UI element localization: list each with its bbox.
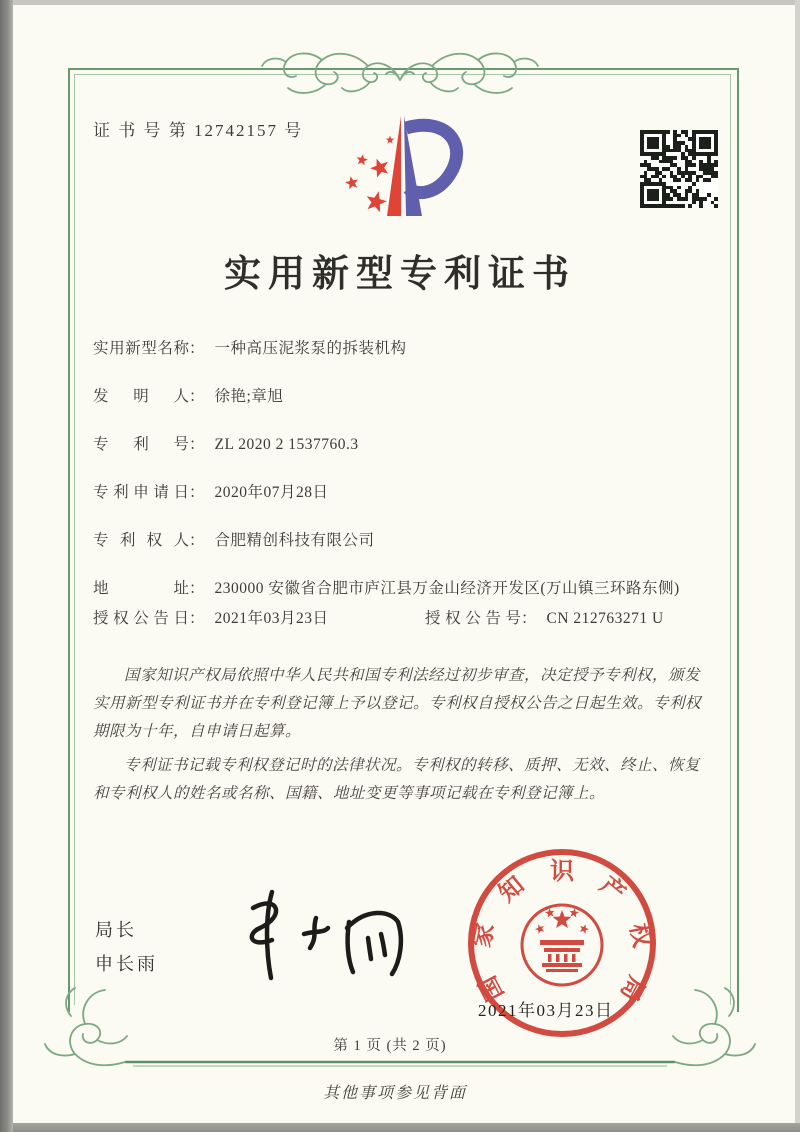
field-list (93, 338, 733, 630)
field-colon: ： (521, 610, 537, 627)
svg-text:产: 产 (594, 872, 630, 908)
legal-paragraph-1: 国家知识产权局依照中华人民共和国专利法经过初步审查，决定授予专利权，颁发实用新型专利证书并在专利登记簿上予以登记。专利权自授权公告之日起生效。专利权期限为十年，自申请日起算。 (93, 667, 702, 740)
field-colon: ： (189, 436, 205, 453)
grant-no-value: CN 212763271 U (546, 610, 664, 627)
field-colon: ： (189, 532, 205, 549)
grant-group (93, 608, 664, 630)
field-label: 授 权 公 告 日 (93, 610, 189, 627)
signer-name: 申长雨 (95, 954, 158, 974)
field-row-name (93, 338, 733, 360)
certificate-number: 证 书 号 第 12742157 号 (93, 121, 304, 140)
legal-paragraph-2: 专利证书记载专利权登记时的法律状况。专利权的转移、质押、无效、终止、恢复和专利权人的姓名或名称、国籍、地址变更等事项记载在专利登记簿上。 (93, 757, 701, 802)
field-colon: ： (189, 484, 205, 501)
field-label: 专 利 号 (93, 436, 189, 453)
field-label: 授 权 公 告 号 (425, 610, 521, 627)
field-value: 230000 安徽省合肥市庐江县万金山经济开发区(万山镇三环路东侧) (214, 580, 680, 597)
field-colon: ： (189, 610, 205, 627)
grant-date-group (93, 608, 425, 630)
grant-no-group (425, 608, 664, 630)
field-colon: ： (189, 580, 205, 597)
grant-date-value: 2021年03月23日 (214, 610, 329, 627)
svg-text:国: 国 (475, 971, 510, 1005)
field-value: 合肥精创科技有限公司 (214, 532, 375, 549)
field-value: 一种高压泥浆泵的拆装机构 (214, 340, 407, 357)
svg-text:局: 局 (614, 971, 649, 1005)
field-value: 徐艳;章旭 (214, 388, 284, 405)
seal-date: 2021年03月23日 (478, 1001, 614, 1020)
cnipa-logo-icon (342, 110, 467, 222)
director-signature-icon (220, 882, 415, 987)
field-row-grant (93, 608, 733, 630)
field-row-inventor (93, 386, 733, 408)
scan-edge-left (0, 0, 13, 1132)
svg-text:家: 家 (469, 921, 500, 950)
field-row-address (93, 578, 733, 600)
field-row-filing-date (93, 482, 733, 504)
bottom-ornament-rule (25, 980, 775, 1080)
svg-text:知: 知 (494, 872, 530, 908)
field-label: 发 明 人 (93, 388, 189, 405)
field-row-patent-no (93, 434, 733, 456)
svg-text:识: 识 (550, 859, 574, 885)
svg-text:权: 权 (624, 921, 655, 950)
field-label: 专 利 权 人 (93, 532, 189, 549)
signer-title: 局长 (95, 920, 137, 940)
field-label: 实 用 新 型 名 称 (93, 340, 189, 357)
footer-note: 其他事项参见背面 (322, 1085, 467, 1102)
field-row-patentee (93, 530, 733, 552)
scan-edge-top (13, 0, 800, 5)
field-value: ZL 2020 2 1537760.3 (214, 436, 359, 453)
legal-text (93, 662, 715, 814)
national-emblem (522, 905, 602, 985)
scan-edge-right (795, 0, 800, 1132)
field-colon: ： (189, 340, 205, 357)
field-colon: ： (189, 388, 205, 405)
field-label: 专 利 申 请 日 (93, 484, 189, 501)
top-ornament-flourish (250, 36, 550, 98)
page-number: 第 1 页 (共 2 页) (333, 1038, 447, 1054)
field-value: 2020年07月28日 (214, 484, 329, 501)
field-label: 地 址 (93, 580, 189, 597)
certificate-title: 实用新型专利证书 (224, 254, 576, 295)
scan-edge-bottom (13, 1123, 800, 1132)
qr-code (640, 130, 718, 208)
